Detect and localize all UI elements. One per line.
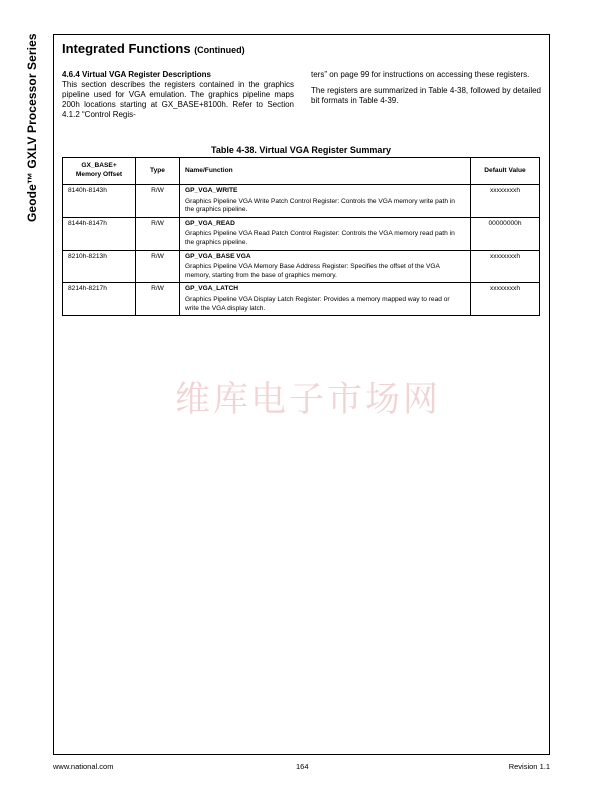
footer-revision: Revision 1.1 (508, 762, 550, 771)
register-description: Graphics Pipeline VGA Write Patch Control Register: Controls the VGA memory write path in the graphics pipeline. (185, 197, 455, 214)
footer-website: www.national.com (53, 762, 114, 771)
register-name: GP_VGA_READ (185, 219, 235, 227)
page-title-suffix: (Continued) (194, 45, 245, 55)
register-description: Graphics Pipeline VGA Display Latch Register: Provides a memory mapped way to read or write the VGA display latch. (185, 295, 450, 312)
cell-type: R/W (136, 250, 180, 283)
right-column (311, 70, 541, 112)
cell-type: R/W (136, 283, 180, 316)
cell-default: xxxxxxxxh (471, 185, 540, 218)
cell-type: R/W (136, 217, 180, 250)
header-offset-line2: Memory Offset (75, 171, 123, 178)
table-row (63, 250, 540, 283)
register-name: GP_VGA_BASE VGA (185, 252, 251, 260)
table-row (63, 283, 540, 316)
header-offset-line1: GX_BASE+ (81, 162, 117, 170)
cell-name-function (180, 283, 471, 316)
header-default: Default Value (471, 158, 540, 185)
register-description: Graphics Pipeline VGA Read Patch Control Register: Controls the VGA memory read path in the graphics pipeline. (185, 230, 455, 246)
page-title (62, 41, 245, 56)
side-title (23, 34, 43, 234)
cell-name-function (180, 185, 471, 218)
header-type: Type (136, 158, 180, 185)
page-frame-bottom-rule (53, 754, 550, 755)
cell-type: R/W (136, 185, 180, 218)
section-paragraph-1-continued: ters” on page 99 for instructions on accessing these registers. (311, 70, 530, 79)
cell-name-function (180, 250, 471, 283)
cell-offset: 8144h-8147h (63, 217, 136, 250)
table-row (63, 185, 540, 218)
table-row (63, 217, 540, 250)
table-header-row (63, 158, 540, 185)
register-name: GP_VGA_LATCH (185, 285, 239, 293)
watermark: 维库电子市场网 (175, 380, 442, 420)
footer-page-number: 164 (296, 762, 309, 771)
cell-name-function (180, 217, 471, 250)
page-title-text: Integrated Functions (62, 41, 191, 56)
register-summary-table (62, 157, 540, 316)
left-column (62, 70, 294, 126)
cell-default: 00000000h (471, 217, 540, 250)
header-offset (63, 158, 136, 185)
register-description: Graphics Pipeline VGA Memory Base Address Register: Specifies the offset of the VGA memory, starting from the base of graphics memory. (185, 263, 440, 279)
section-paragraph-1: This section describes the registers contained in the graphics pipeline used for VGA emulation. The graphics pipeline maps 200h locations starting at GX_BASE+8100h. Refer to Section 4.1.2 “Control Regis- (62, 80, 294, 119)
cell-offset: 8210h-8213h (63, 250, 136, 283)
header-name: Name/Function (180, 158, 471, 185)
table-caption: Table 4-38. Virtual VGA Register Summary (211, 145, 391, 155)
cell-default: xxxxxxxxh (471, 250, 540, 283)
side-title-text: Geode™ GXLV Processor Series (25, 33, 39, 222)
section-paragraph-2: The registers are summarized in Table 4-38, followed by detailed bit formats in Table 4-39. (311, 86, 541, 105)
cell-offset: 8140h-8143h (63, 185, 136, 218)
section-heading: 4.6.4 Virtual VGA Register Descriptions (62, 70, 211, 79)
cell-default: xxxxxxxxh (471, 283, 540, 316)
register-name: GP_VGA_WRITE (185, 187, 238, 194)
cell-offset: 8214h-8217h (63, 283, 136, 316)
